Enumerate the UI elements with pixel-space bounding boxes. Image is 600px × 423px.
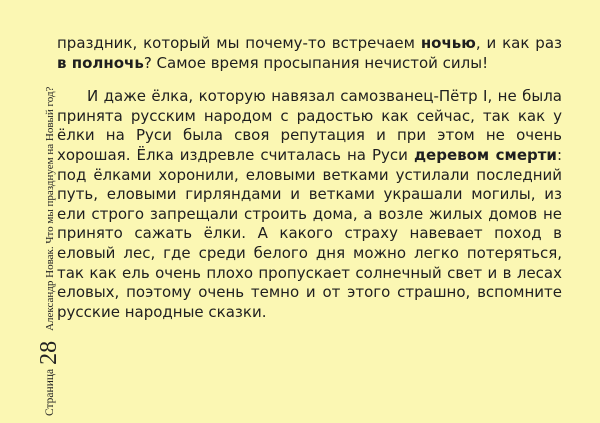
paragraph-2 [57,87,562,322]
paragraph-1 [57,34,562,73]
page-margin-header [34,86,62,416]
running-title: Александр Новак. Что мы празднуем на Новый год? [44,86,56,331]
p2-text-1: И даже ёлка, которую навязал самозванец-Пётр I, не была принята русским народом с радостью как сейчас, так как у ёлки на Руси была своя репутация и при этом не очень хорошая. Ёлка издревле считалась на Руси [57,87,562,164]
p2-text-2: : под ёлками хоронили, еловыми ветками устилали последний путь, еловыми гирляндами и ветками украшали могилы, из ели строго запрещали строить дома, а возле жилых домов не принято сажать ёлки. А какого страху навевает поход в еловый лес, где среди белого дня можно легко потеряться, так как ель очень плохо пропускает солнечный свет и в лесах еловых, поэтому очень темно и от этого страшно, вспомните русские народные сказки. [57,145,562,321]
p1-text-3: ? Самое время просыпания нечистой силы! [143,53,489,72]
p1-text-1: праздник, который мы почему-то встречаем [57,34,421,52]
p2-bold-1: деревом смерти [413,145,557,164]
p1-bold-1: ночью [420,34,476,52]
p1-text-2: , и как раз [475,34,562,52]
page-body [57,34,562,322]
page-number: 28 [36,340,62,365]
page-word: Страница [44,368,56,416]
p1-bold-2: в полночь [57,53,144,72]
